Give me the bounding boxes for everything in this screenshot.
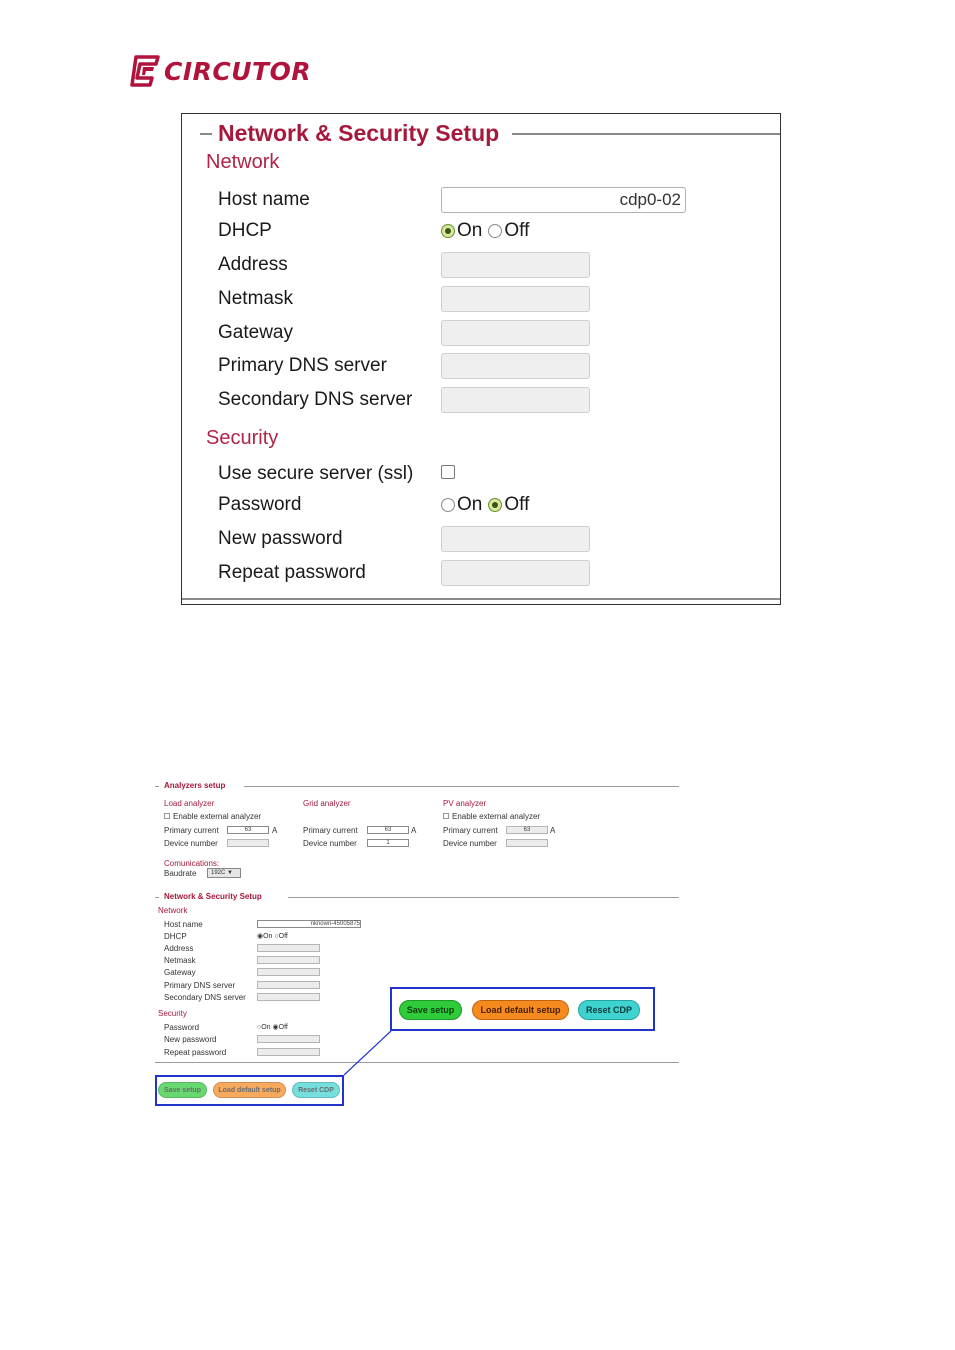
comunications-title: Comunications:	[164, 859, 220, 868]
load-analyzer-title: Load analyzer	[164, 799, 215, 808]
load-primary-current-input[interactable]: 63	[227, 826, 269, 834]
host-name-input[interactable]: cdp0-02	[441, 187, 686, 213]
pv-unit-label: A	[550, 826, 556, 835]
password-radio-group: On Off	[441, 494, 535, 516]
mini-net-sec-title: Network & Security Setup	[164, 892, 262, 901]
grid-device-number-label: Device number	[303, 839, 357, 848]
mini-dhcp-radio[interactable]: ◉On ○Off	[257, 933, 288, 940]
grid-primary-current-input[interactable]: 63	[367, 826, 409, 834]
mini-security-title: Security	[158, 1009, 187, 1018]
save-setup-button[interactable]: Save setup	[399, 1000, 462, 1020]
mini-gateway-label: Gateway	[164, 968, 196, 977]
mini-repeat-password-label: Repeat password	[164, 1048, 227, 1057]
mini-network-title: Network	[158, 906, 188, 915]
logo-text: CIRCUTOR	[164, 56, 312, 86]
baudrate-select[interactable]: 192C ▼	[207, 868, 241, 878]
host-name-label: Host name	[218, 189, 310, 210]
load-device-number-label: Device number	[164, 839, 218, 848]
mini-password-label: Password	[164, 1023, 200, 1032]
analyzers-setup-title: Analyzers setup	[164, 781, 226, 790]
grid-primary-current-label: Primary current	[303, 826, 358, 835]
mini-save-button[interactable]: Save setup	[158, 1082, 207, 1098]
pv-primary-current-input[interactable]: 63	[506, 826, 548, 834]
ssl-label: Use secure server (ssl)	[218, 463, 414, 484]
secondary-dns-label: Secondary DNS server	[218, 389, 413, 410]
load-default-setup-button[interactable]: Load default setup	[472, 1000, 569, 1020]
reset-cdp-button[interactable]: Reset CDP	[578, 1000, 640, 1020]
mini-netmask-label: Netmask	[164, 956, 196, 965]
primary-dns-label: Primary DNS server	[218, 355, 387, 376]
baudrate-label: Baudrate	[164, 869, 197, 878]
mini-host-label: Host name	[164, 920, 203, 929]
grid-analyzer-title: Grid analyzer	[303, 799, 351, 808]
dhcp-label: DHCP	[218, 220, 272, 241]
new-password-label: New password	[218, 528, 343, 549]
mini-reset-button[interactable]: Reset CDP	[292, 1082, 340, 1098]
grid-unit-label: A	[411, 826, 417, 835]
pv-analyzer-title: PV analyzer	[443, 799, 487, 808]
load-unit-label: A	[272, 826, 278, 835]
grid-device-number-input[interactable]: 1	[367, 839, 409, 847]
pv-device-number-label: Device number	[443, 839, 497, 848]
address-label: Address	[218, 254, 288, 275]
buttons-callout	[390, 987, 655, 1031]
network-section-title: Network	[206, 151, 280, 173]
mini-load-default-button[interactable]: Load default setup	[213, 1082, 286, 1098]
mini-address-label: Address	[164, 944, 194, 953]
mini-new-password-label: New password	[164, 1035, 217, 1044]
mini-dhcp-label: DHCP	[164, 932, 187, 941]
mini-password-radio[interactable]: ○On ◉Off	[257, 1024, 288, 1031]
netmask-label: Netmask	[218, 288, 293, 309]
pv-primary-current-label: Primary current	[443, 826, 498, 835]
password-label: Password	[218, 494, 302, 515]
mini-dns2-label: Secondary DNS server	[164, 993, 246, 1002]
mini-dns1-label: Primary DNS server	[164, 981, 236, 990]
mini-host-input[interactable]: nknown-45005875	[257, 920, 361, 928]
load-primary-current-label: Primary current	[164, 826, 219, 835]
gateway-label: Gateway	[218, 322, 293, 343]
dhcp-radio-group: On Off	[441, 220, 535, 242]
panel-title: Network & Security Setup	[218, 120, 500, 146]
repeat-password-label: Repeat password	[218, 562, 366, 583]
load-enable-label: Enable external analyzer	[173, 812, 262, 821]
security-section-title: Security	[206, 427, 279, 449]
pv-enable-label: Enable external analyzer	[452, 812, 541, 821]
